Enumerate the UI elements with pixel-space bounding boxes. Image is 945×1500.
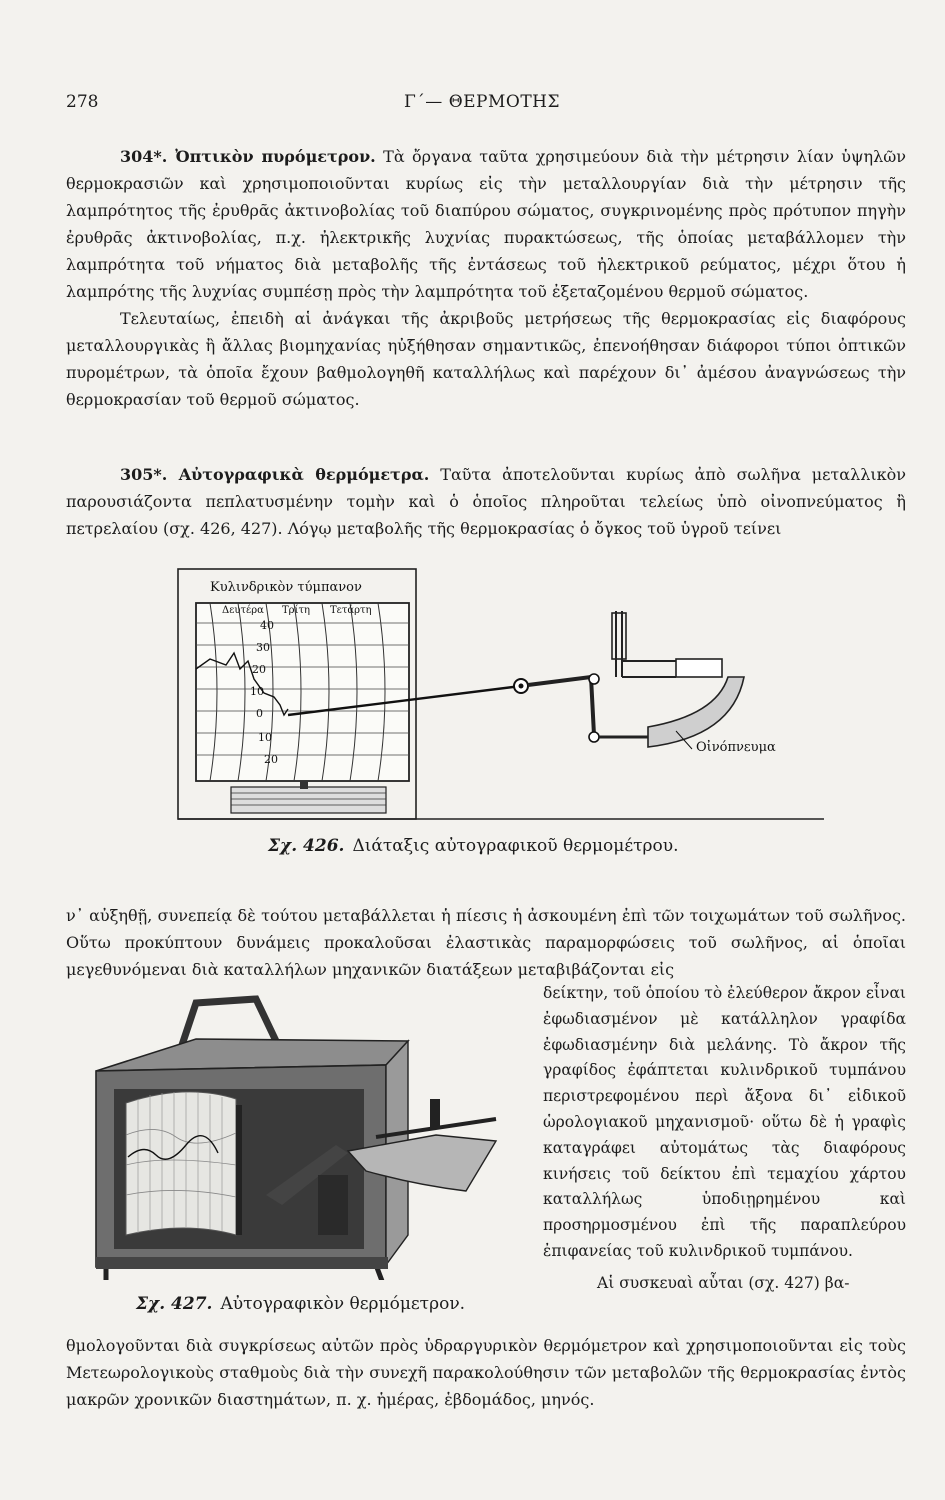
section-305	[66, 461, 906, 542]
right-column-text	[543, 981, 906, 1297]
section-304-paragraph-2: Τελευταίως, ἐπειδὴ αἱ ἀνάγκαι τῆς ἀκριβοῦς μετρήσεως τῆς θερμοκρασίας εἰς διαφόρους μεταλλουργικὰς ἢ ἄλλας βιομηχανίας ηὐξήθησαν σημαντικῶς, ἐπενοήθησαν διάφοροι τύποι ὀπτικῶν πυρομέτρων, τὰ ὁποῖα ἔχουν βαθμολογηθῆ καταλλήλως καὶ παρέχουν δι᾿ ἀμέσου ἀναγνώσεως τὴν θερμοκρασίαν τοῦ θερμοῦ σώματος.	[66, 309, 906, 409]
figure-426	[176, 565, 826, 823]
section-305-paragraph-1	[66, 461, 906, 542]
scale-tick: 0	[256, 707, 263, 720]
section-305-title: 305*. Αὐτογραφικὰ θερμόμετρα.	[120, 465, 430, 484]
day-label: Τρίτη	[282, 605, 310, 616]
right-column-paragraph-1: δείκτην, τοῦ ὁποίου τὸ ἐλεύθερον ἄκρον εἶναι ἐφωδιασμένον μὲ κατάλληλον γραφίδα ἐφωδιασμένην διὰ μελάνης. Τὸ ἄκρον τῆς γραφίδος ἐφάπτεται κυλινδρικοῦ τυμπάνου περιστρεφομένου περὶ ἄξονα δι᾿ εἰδικοῦ ὡρολογιακοῦ μηχανισμοῦ· οὕτω δὲ ἡ γραφὶς καταγράφει αὐτομάτως τὰς διαφόρους κινήσεις τοῦ δείκτου ἐπὶ τεμαχίου χάρτου καταλλήλως ὑποδιῃρημένου καὶ προσηρμοσμένου ἐπὶ τῆς παραπλεύρου ἐπιφανείας τοῦ κυλινδρικοῦ τυμπάνου.	[543, 984, 906, 1260]
figure-426-diagram	[176, 565, 826, 823]
running-head: Γ΄— ΘΕΡΜΟΤΗΣ	[404, 92, 561, 112]
section-304-paragraph-1	[66, 143, 906, 305]
figure-427-caption	[136, 1294, 465, 1314]
drum-label: Κυλινδρικὸν τύμπανον	[210, 580, 362, 595]
scale-tick: 10	[250, 685, 264, 698]
section-304-title: 304*. Ὀπτικὸν πυρόμετρον.	[120, 147, 376, 166]
scale-tick: 40	[260, 619, 274, 632]
figure-427-label: Σχ. 427.	[136, 1294, 213, 1314]
scale-tick: 20	[252, 663, 266, 676]
figure-426-label: Σχ. 426.	[268, 836, 345, 856]
section-304	[66, 143, 906, 413]
section-304-text-1: Τὰ ὄργανα ταῦτα χρησιμεύουν διὰ τὴν μέτρησιν λίαν ὑψηλῶν θερμοκρασιῶν καὶ χρησιμοποιοῦνται κυρίως εἰς τὴν μεταλλουργίαν διὰ τὴν μέτρησιν τῆς λαμπρότητος τῆς ἐρυθρᾶς ἀκτινοβολίας τοῦ διαπύρου σώματος, συγκρινομένης πρὸς πρότυπον πηγὴν ἐρυθρᾶς ἀκτινοβολίας, π.χ. ἠλεκτρικῆς λυχνίας πυρακτώσεως, τῆς ὁποίας μεταβάλλομεν τὴν λαμπρότητα τοῦ νήματος διὰ μεταβολῆς τῆς ἐντάσεως τοῦ ἠλεκτρικοῦ ρεύματος, μέχρι ὅτου ἡ λαμπρότης τῆς λυχνίας συμπέσῃ πρὸς τὴν λαμπρότητα τοῦ ἐξεταζομένου θερμοῦ σώματος.	[66, 147, 906, 301]
section-305-continuation-text: ν᾿ αὐξηθῇ, συνεπείᾳ δὲ τούτου μεταβάλλεται ἡ πίεσις ἡ ἀσκουμένη ἐπὶ τῶν τοιχωμάτων τοῦ σωλῆνος. Οὕτω προκύπτουν δυνάμεις προκαλοῦσαι ἐλαστικὰς παραμορφώσεις τοῦ σωλῆνος, αἱ ὁποῖαι μεγεθυνόμεναι διὰ καταλλήλων μηχανικῶν διατάξεων μεταβιβάζονται εἰς	[66, 906, 906, 979]
page-header	[66, 92, 906, 116]
figure-427-caption-text: Αὐτογραφικὸν θερμόμετρον.	[220, 1294, 466, 1314]
day-label: Τετάρτη	[330, 605, 372, 616]
right-column-paragraph-2: Αἱ συσκευαὶ αὗται (σχ. 427) βα-	[597, 1273, 850, 1292]
figure-426-caption-text: Διάταξις αὐτογραφικοῦ θερμομέτρου.	[352, 836, 679, 856]
day-label: Δευτέρα	[222, 605, 264, 616]
scale-tick: 20	[264, 753, 278, 766]
page-number: 278	[66, 92, 99, 112]
spirit-label: Οἰνόπνευμα	[696, 740, 776, 755]
figure-427	[86, 995, 506, 1280]
scale-tick: 30	[256, 641, 270, 654]
section-305-text-1: Ταῦτα ἀποτελοῦνται κυρίως ἀπὸ σωλῆνα μεταλλικὸν παρουσιάζοντα πεπλατυσμένην τομὴν καὶ ὁ ὁποῖος πληροῦται τελείως ὑπὸ οἰνοπνεύματος ἢ πετρελαίου (σχ. 426, 427). Λόγῳ μεταβολῆς τῆς θερμοκρασίας ὁ ὄγκος τοῦ ὑγροῦ τείνει	[66, 465, 906, 538]
section-305-continuation	[66, 902, 906, 983]
figure-426-caption	[268, 836, 679, 856]
section-305-final	[66, 1332, 906, 1413]
section-305-final-text: θμολογοῦνται διὰ συγκρίσεως αὐτῶν πρὸς ὑδραργυρικὸν θερμόμετρον καὶ χρησιμοποιοῦνται εἰς τοὺς Μετεωρολογικοὺς σταθμοὺς διὰ τὴν συνεχῆ παρακολούθησιν τῶν μεταβολῶν τῆς θερμοκρασίας ἐντὸς μακρῶν χρονικῶν διαστημάτων, π. χ. ἡμέρας, ἑβδομάδος, μηνός.	[66, 1336, 906, 1409]
scale-tick: 10	[258, 731, 272, 744]
figure-427-photo	[86, 995, 506, 1280]
